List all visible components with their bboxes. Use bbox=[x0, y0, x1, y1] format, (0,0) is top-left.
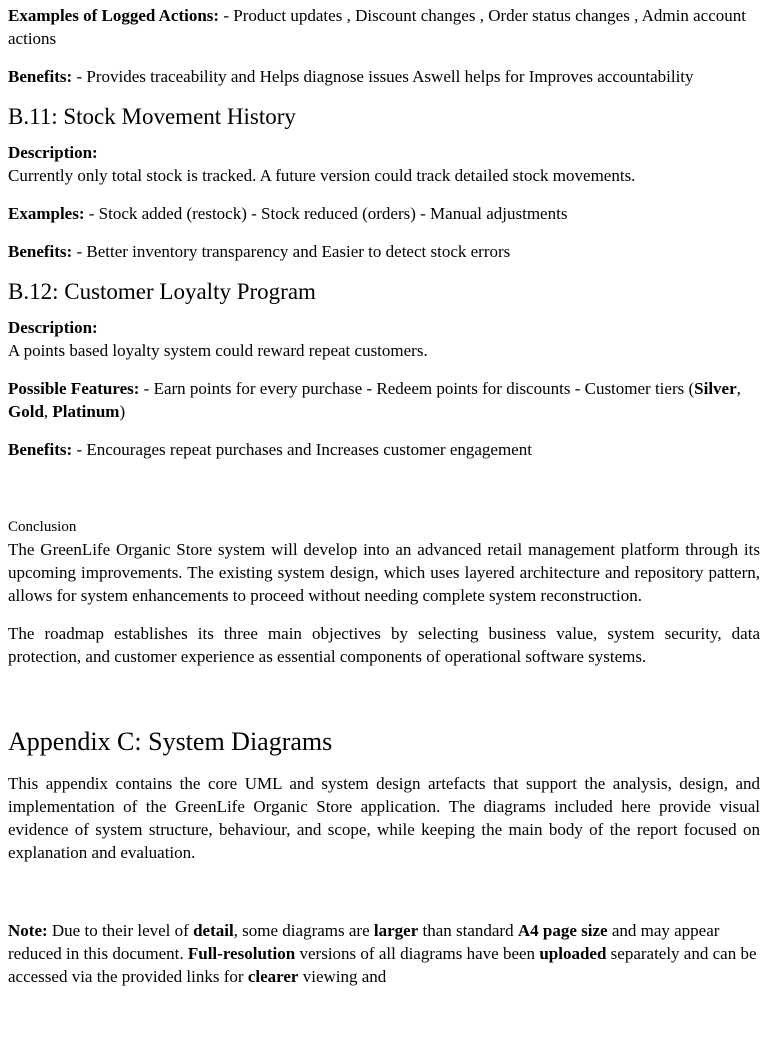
logged-actions-examples-text: - Product updates , Discount changes , Order status changes , Admin account actions bbox=[8, 6, 746, 48]
logged-actions-examples-label: Examples of Logged Actions: bbox=[8, 6, 220, 25]
b12-features-text: - Earn points for every purchase - Redeem points for discounts - Customer tiers ( bbox=[139, 379, 695, 398]
logged-actions-benefits-label: Benefits: bbox=[8, 67, 73, 86]
note-emphasis: clearer bbox=[247, 967, 299, 986]
tier-platinum: Platinum bbox=[52, 402, 120, 421]
b11-examples-text: - Stock added (restock) - Stock reduced (orders) - Manual adjustments bbox=[84, 204, 568, 223]
note-emphasis: larger bbox=[373, 921, 419, 940]
conclusion-heading: Conclusion bbox=[8, 519, 77, 535]
note-emphasis: Full-resolution bbox=[187, 944, 296, 963]
note-emphasis: A4 page size bbox=[517, 921, 608, 940]
b12-benefits bbox=[8, 438, 760, 461]
b11-benefits-label: Benefits: bbox=[8, 242, 73, 261]
conclusion-paragraph-1: The GreenLife Organic Store system will develop into an advanced retail management platform through its upcoming improvements. The existing system design, which uses layered architecture and repository pattern, allows for system enhancements to proceed without needing complete system reconstruction. bbox=[8, 540, 760, 605]
tier-close: ) bbox=[119, 402, 126, 421]
logged-actions-benefits-text: - Provides traceability and Helps diagnose issues Aswell helps for Improves accountability bbox=[72, 67, 694, 86]
note-label: Note: bbox=[8, 921, 48, 940]
appendix-c-intro: This appendix contains the core UML and system design artefacts that support the analysis, design, and implementation of the GreenLife Organic Store application. The diagrams included here provide visual evidence of system structure, behaviour, and scope, while keeping the main body of the report focused on explanation and evaluation. bbox=[8, 774, 760, 862]
conclusion-paragraph-2: The roadmap establishes its three main objectives by selecting business value, system security, data protection, and customer experience as essential components of operational software systems. bbox=[8, 624, 760, 666]
b11-examples bbox=[8, 202, 760, 225]
tier-separator: , bbox=[43, 402, 53, 421]
b11-benefits-text: - Better inventory transparency and Easier to detect stock errors bbox=[72, 242, 511, 261]
b12-description bbox=[8, 316, 760, 362]
note-text: and may appear reduced in this document. bbox=[8, 921, 720, 963]
appendix-c-heading: Appendix C: System Diagrams bbox=[8, 727, 333, 756]
note-text: viewing and bbox=[298, 967, 387, 986]
logged-actions-examples bbox=[8, 4, 760, 50]
document-page bbox=[8, 4, 760, 988]
note-emphasis: uploaded bbox=[539, 944, 607, 963]
b11-heading: B.11: Stock Movement History bbox=[8, 104, 296, 129]
b11-benefits bbox=[8, 240, 760, 263]
note-text: than standard bbox=[418, 921, 518, 940]
note-text: separately and can be accessed via the provided links for bbox=[8, 944, 757, 986]
b11-description-text: Currently only total stock is tracked. A future version could track detailed stock movements. bbox=[8, 166, 636, 185]
b12-heading: B.12: Customer Loyalty Program bbox=[8, 279, 316, 304]
note-text: versions of all diagrams have been bbox=[295, 944, 540, 963]
b12-benefits-label: Benefits: bbox=[8, 440, 73, 459]
logged-actions-benefits bbox=[8, 65, 760, 88]
b12-benefits-text: - Encourages repeat purchases and Increases customer engagement bbox=[72, 440, 532, 459]
b12-description-text: A points based loyalty system could reward repeat customers. bbox=[8, 341, 428, 360]
b12-features bbox=[8, 377, 760, 423]
note-text: , some diagrams are bbox=[233, 921, 374, 940]
b11-examples-label: Examples: bbox=[8, 204, 85, 223]
b11-description-label: Description: bbox=[8, 143, 98, 162]
tier-gold: Gold bbox=[8, 402, 44, 421]
tier-separator: , bbox=[736, 379, 741, 398]
tier-silver: Silver bbox=[694, 379, 737, 398]
appendix-c-note bbox=[8, 919, 760, 988]
b11-description bbox=[8, 141, 760, 187]
b12-features-label: Possible Features: bbox=[8, 379, 140, 398]
note-text: Due to their level of bbox=[47, 921, 194, 940]
note-emphasis: detail bbox=[193, 921, 234, 940]
b12-description-label: Description: bbox=[8, 318, 98, 337]
